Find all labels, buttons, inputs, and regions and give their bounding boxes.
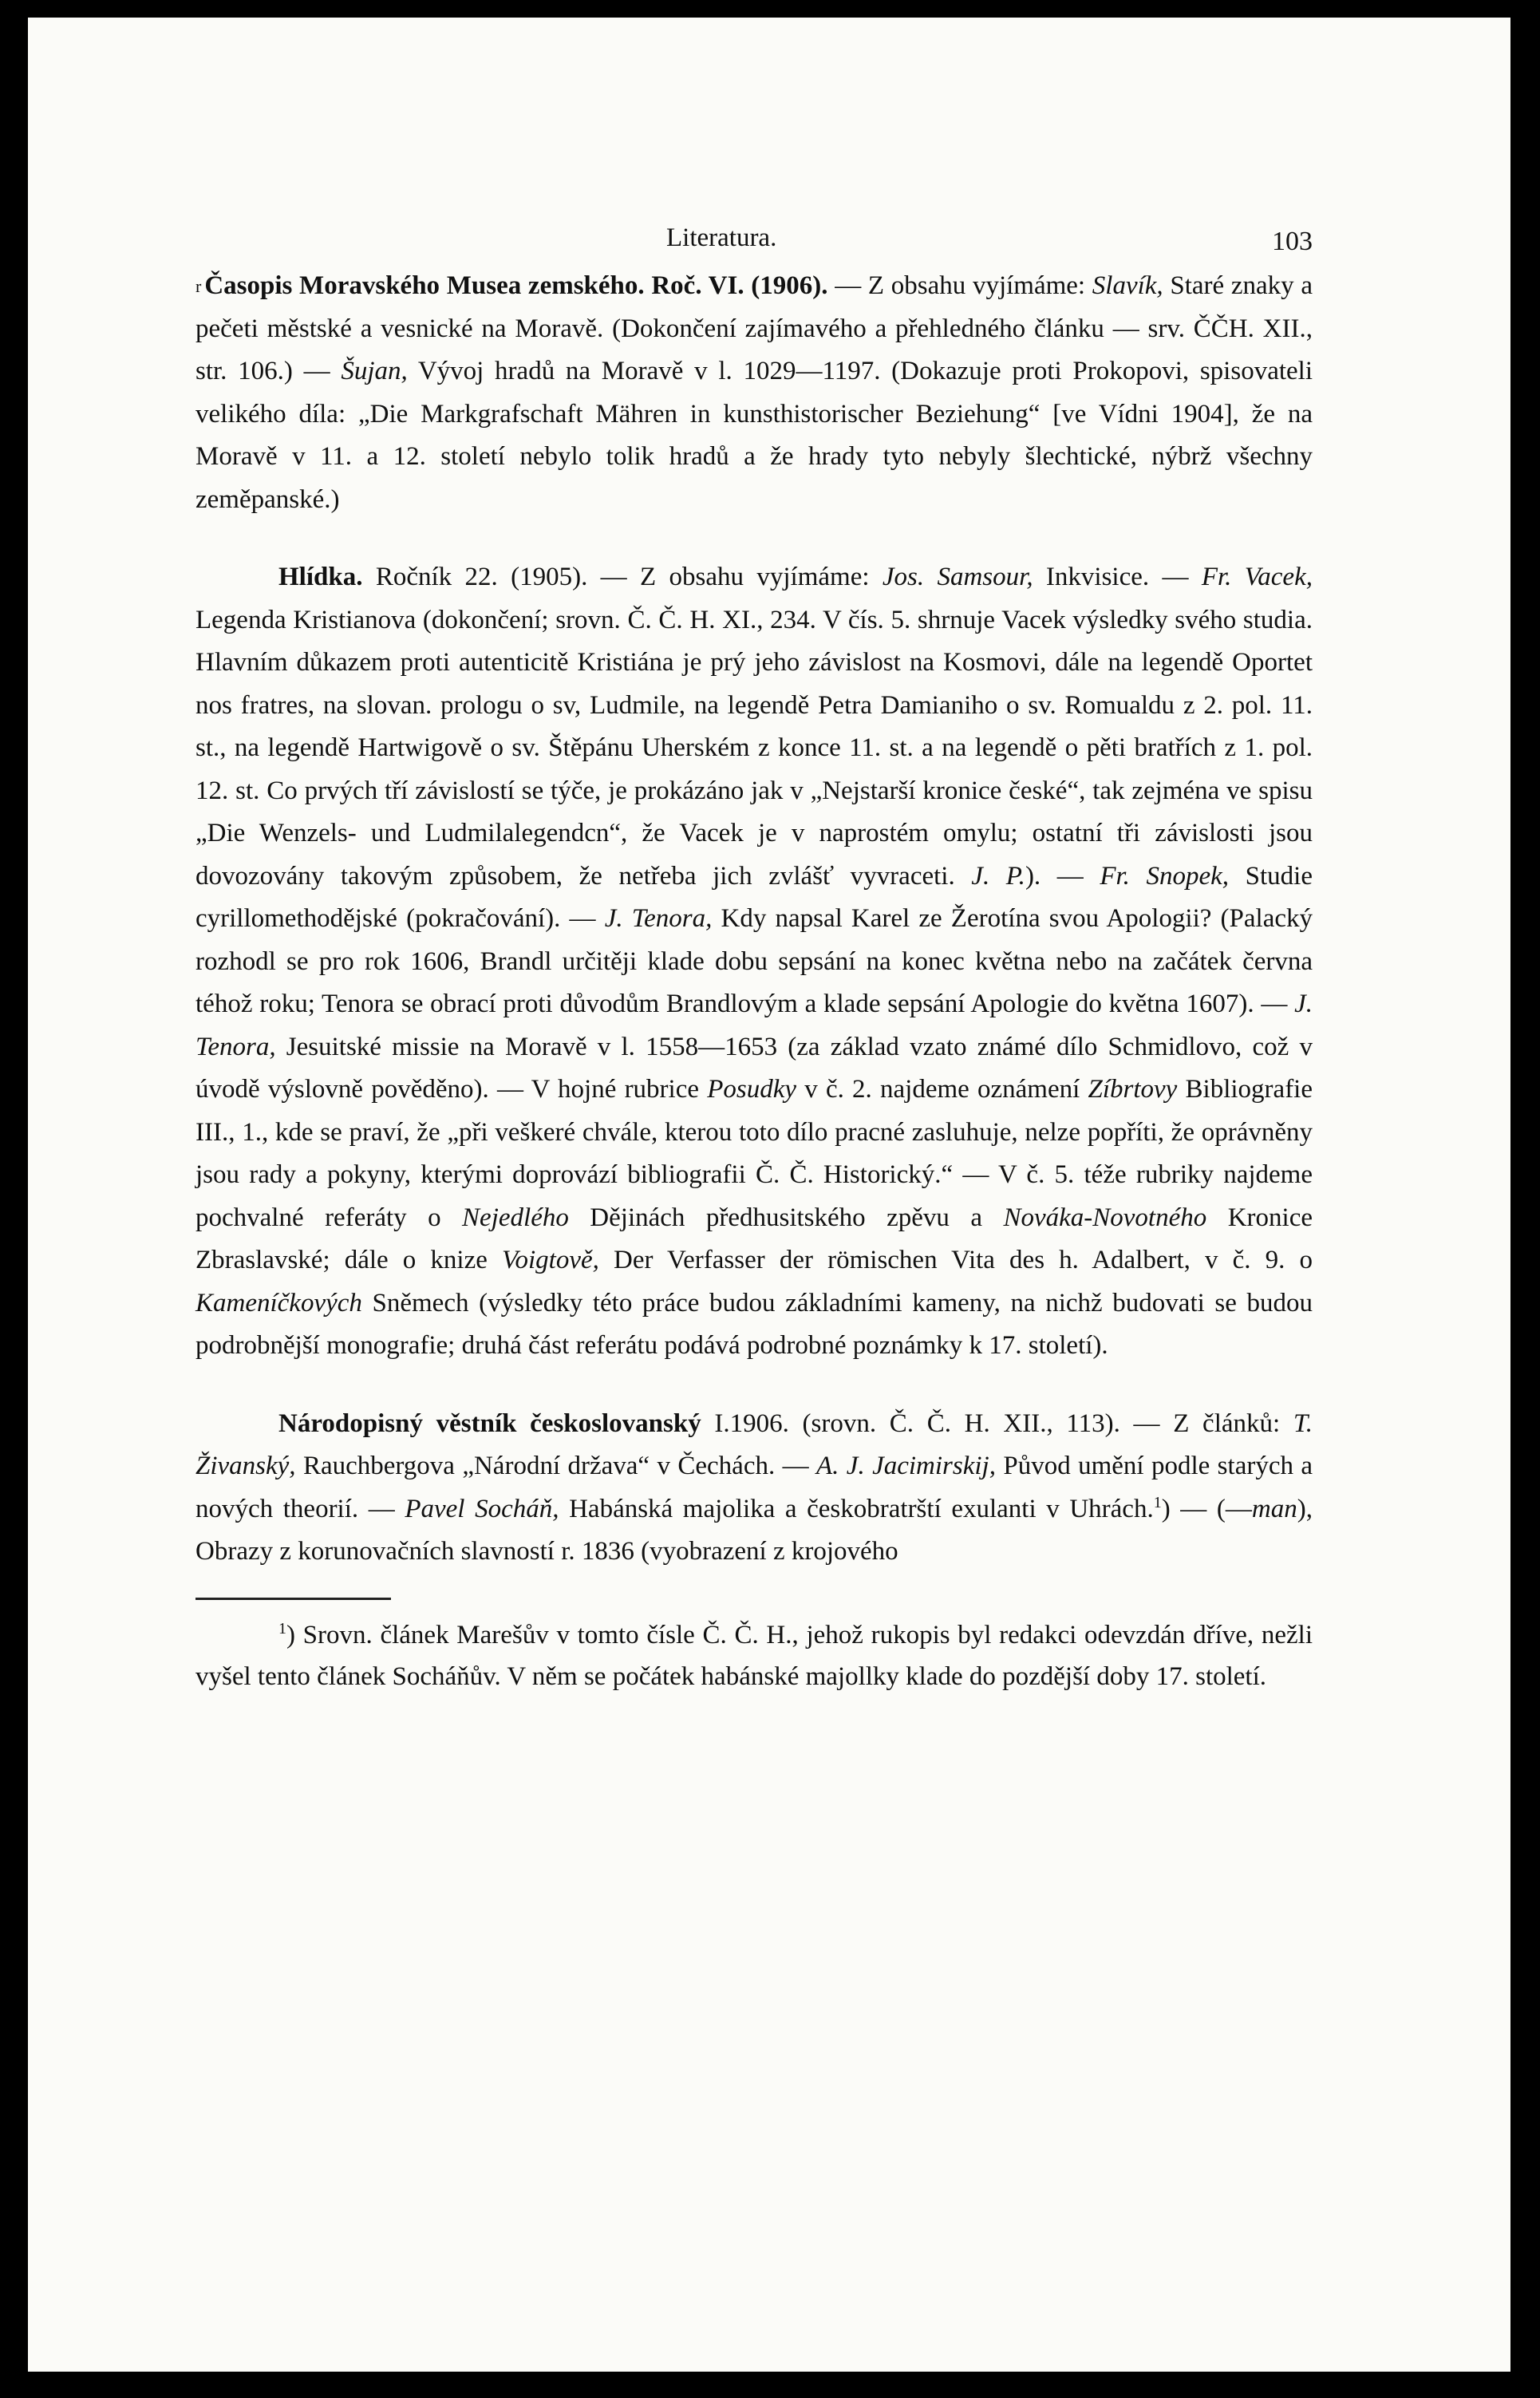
entry-hlidka: Hlídka. Ročník 22. (1905). — Z obsahu vyjímáme: Jos. Samsour, Inkvisice. — Fr. Vacek, Legenda Kristianova (dokončení; srovn. Č. Č. H. XI., 234. V čís. 5. shrnuje Vacek výsledky svého studia. Hlavním důkazem proti autenticitě Kristiána je prý jeho závislost na Kosmovi, dále na legendě Oportet nos fratres, na slovan. prologu o sv, Ludmile, na legendě Petra Damianiho o sv. Romualdu z 2. pol. 11. st., na legendě Hartwigově o sv. Štěpánu Uherském z konce 11. st. a na legendě o pěti bratřích z 1. pol. 12. st. Co prvých tří závislostí se týče, je prokázáno jak v „Nejstarší kronice české“, tak zejména ve spisu „Die Wenzels- und Ludmilalegendcn“, že Vacek je v naprostém omylu; ostatní tři závislosti jsou dovozovány takovým způsobem, že netřeba jich zvlášť vyvraceti. J. P.). — Fr. Snopek, Studie cyrillomethodějské (pokračování). — J. Tenora, Kdy napsal Karel ze Žerotína svou Apologii? (Palacký rozhodl se pro rok 1606, Brandl určitěji klade dobu sepsání na konec května nebo na začátek června téhož roku; Tenora se obrací proti důvodům Brandlovým a klade sepsání Apologie do května 1607). — J. Tenora, Jesuitské missie na Moravě v l. 1558—1653 (za základ vzato známé dílo Schmidlovo, což v úvodě výslovně pověděno). — V hojné rubrice Posudky v č. 2. najdeme oznámení Zíbrtovy Bibliografie III., 1., kde se praví, že „při veškeré chvále, kterou toto dílo pracné zasluhuje, nelze popříti, že oprávněny jsou rady a pokyny, kterými doprovází bibliografii Č. Č. Historický.“ — V č. 5. téže rubriky najdeme pochvalné referáty o Nejedlého Dějinách předhusitského zpěvu a Nováka-Novotného Kronice Zbraslavské; dále o knize Voigtově, Der Verfasser der römischen Vita des h. Adalbert, v č. 9. o Kameníčkových Sněmech (výsledky této práce budou základními kameny, na nichž budovati se budou podrobnější monografie; druhá část referátu podává podrobné poznámky k 17. století). — [195, 563, 1313, 1360]
running-head-title: Literatura. — [666, 223, 777, 252]
author-name: Jos. Samsour, — [882, 563, 1033, 591]
author-name: Pavel Socháň, — [405, 1494, 559, 1523]
author-name: Nejedlého — [462, 1203, 569, 1232]
journal-title: Časopis Moravského Musea zemského. Roč. VI. (1906). — [204, 271, 828, 300]
footnote-text: $^1$) Srovn. článek Marešův v tomto čísle Č. Č. H., jehož rukopis byl redakci odevzdán dříve, nežli vyšel tento článek Socháňův. V něm se počátek habánské majollky klade do pozdější doby 17. století. — [195, 1619, 1313, 1691]
scanned-page — [28, 18, 1510, 2372]
author-name: Fr. Snopek, — [1100, 861, 1230, 891]
page-content — [195, 217, 1313, 1697]
author-name: Šujan, — [341, 357, 408, 385]
journal-title: Hlídka. — [278, 563, 363, 591]
author-name: J. Tenora, — [604, 904, 713, 933]
author-name: J. Tenora, — [195, 990, 1313, 1061]
entry-casopis-moravskeho-musea: $^r$ Časopis Moravského Musea zemského. Roč. VI. (1906). — Z obsahu vyjímáme: Slavík, Staré znaky a pečeti městské a vesnické na Moravě. (Dokončení zajímavého a přehledného článku — srv. ČČH. XII., str. 106.) — Šujan, Vývoj hradů na Moravě v l. 1029—1197. (Dokazuje proti Prokopovi, spisovateli velikého díla: „Die Markgrafschaft Mähren in kunsthistorischer Beziehung“ [ve Vídni 1904], že na Moravě v 11. a 12. století nebylo tolik hradů a že hrady tyto nebyly šlechtické, nýbrž všechny zeměpanské.) — [195, 271, 1313, 514]
rubric-name: Posudky — [707, 1075, 797, 1104]
author-name: Fr. Vacek, — [1201, 563, 1313, 591]
author-name: T. Živanský, — [195, 1408, 1313, 1480]
author-name: A. J. Jacimirskij, — [816, 1452, 996, 1480]
author-name: Kameníčkových — [195, 1288, 362, 1318]
footnote-mark: 1 — [278, 1619, 286, 1638]
author-name: Nováka-Novotného — [1003, 1203, 1207, 1232]
author-initials: J. P. — [971, 861, 1025, 891]
running-head — [195, 217, 1313, 265]
author-name: Slavík, — [1092, 271, 1163, 300]
journal-title: Národopisný věstník českoslovanský — [278, 1408, 701, 1438]
footnote-rule — [195, 1598, 391, 1600]
page-number: 103 — [1272, 227, 1313, 256]
author-name: man — [1251, 1494, 1297, 1523]
entry-narodopisny-vestnik: Národopisný věstník českoslovanský I.1906. (srovn. Č. Č. H. XII., 113). — Z článků: T. Živanský, Rauchbergova „Národní državа“ v Čechách. — A. J. Jacimirskij, Původ umění podle starých a nových theorií. — Pavel Socháň, Habánská majolika a českobratrští exulanti v Uhrách.$^1$) — (—man), Obrazy z korunovačních slavností r. 1836 (vyobrazení z krojového — [195, 1408, 1313, 1566]
footnote — [195, 1614, 1313, 1697]
author-name: Voigtově, — [502, 1246, 599, 1274]
author-name: Zíbrtovy — [1088, 1075, 1178, 1104]
corner-mark: r — [195, 276, 202, 296]
footnote-ref: 1 — [1153, 1493, 1162, 1511]
